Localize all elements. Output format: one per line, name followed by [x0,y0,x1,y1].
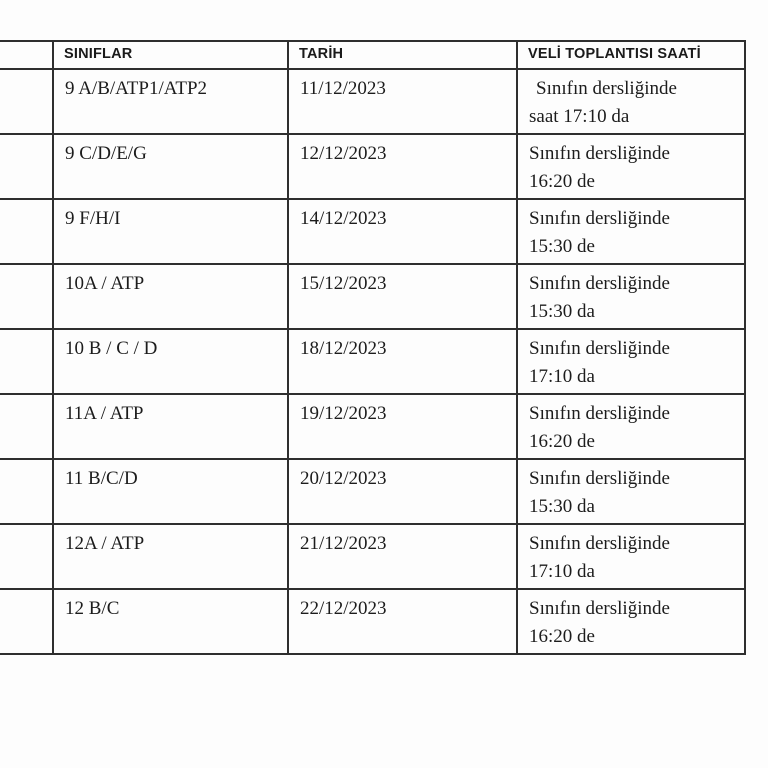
stub-cell [0,459,53,524]
table-row [0,264,745,329]
meeting-time-cell [517,264,745,329]
meeting-time-cell [517,134,745,199]
meeting-time-line-2: 16:20 de [529,171,595,192]
date-cell: 18/12/2023 [288,329,517,394]
classes-cell: 9 A/B/ATP1/ATP2 [53,69,288,134]
meeting-time-cell [517,199,745,264]
meeting-time-line-2: 16:20 de [529,626,595,647]
meeting-time-cell [517,329,745,394]
table-row [0,134,745,199]
classes-cell: 10A / ATP [53,264,288,329]
table-row [0,199,745,264]
stub-cell [0,524,53,589]
stub-cell [0,394,53,459]
meeting-time-cell [517,394,745,459]
table-row [0,589,745,654]
header-row [0,41,745,69]
classes-cell: 10 B / C / D [53,329,288,394]
date-cell: 21/12/2023 [288,524,517,589]
meeting-time-line-1: Sınıfın dersliğinde [529,143,670,164]
date-cell: 14/12/2023 [288,199,517,264]
classes-cell: 9 F/H/I [53,199,288,264]
meeting-time-line-2: 16:20 de [529,431,595,452]
meeting-time-line-1: Sınıfın dersliğinde [529,533,670,554]
stub-cell [0,199,53,264]
stub-cell [0,134,53,199]
meeting-time-line-2: 15:30 da [529,496,595,517]
meeting-time-line-1: Sınıfın dersliğinde [529,403,670,424]
table-row [0,69,745,134]
column-header-tarih: TARİH [288,41,517,69]
stub-cell [0,329,53,394]
meeting-time-line-2: 15:30 da [529,301,595,322]
meeting-time-cell [517,459,745,524]
meeting-time-line-2: saat 17:10 da [529,106,630,127]
date-cell: 22/12/2023 [288,589,517,654]
classes-cell: 11A / ATP [53,394,288,459]
column-header-siniflar: SINIFLAR [53,41,288,69]
column-header-veli-toplantisi-saati: VELİ TOPLANTISI SAATİ [517,41,745,69]
meeting-time-cell [517,524,745,589]
date-cell: 15/12/2023 [288,264,517,329]
meeting-time-cell [517,589,745,654]
date-cell: 11/12/2023 [288,69,517,134]
table-row [0,394,745,459]
column-header-stub [0,41,53,69]
classes-cell: 11 B/C/D [53,459,288,524]
meeting-time-cell [517,69,745,134]
date-cell: 12/12/2023 [288,134,517,199]
classes-cell: 12 B/C [53,589,288,654]
stub-cell [0,589,53,654]
meeting-time-line-2: 17:10 da [529,366,595,387]
date-cell: 19/12/2023 [288,394,517,459]
meeting-time-line-1: Sınıfın dersliğinde [529,468,670,489]
meeting-time-line-2: 17:10 da [529,561,595,582]
stub-cell [0,69,53,134]
table-row [0,459,745,524]
classes-cell: 9 C/D/E/G [53,134,288,199]
classes-cell: 12A / ATP [53,524,288,589]
date-cell: 20/12/2023 [288,459,517,524]
meeting-time-line-1: Sınıfın dersliğinde [529,338,670,359]
meeting-time-line-2: 15:30 de [529,236,595,257]
meeting-time-line-1: Sınıfın dersliğinde [529,598,670,619]
meeting-time-line-1: Sınıfın dersliğinde [529,208,670,229]
table-row [0,329,745,394]
table-row [0,524,745,589]
meeting-schedule-table [0,40,746,655]
stub-cell [0,264,53,329]
meeting-time-line-1: Sınıfın dersliğinde [529,273,670,294]
meeting-time-line-1: Sınıfın dersliğinde [536,78,677,99]
